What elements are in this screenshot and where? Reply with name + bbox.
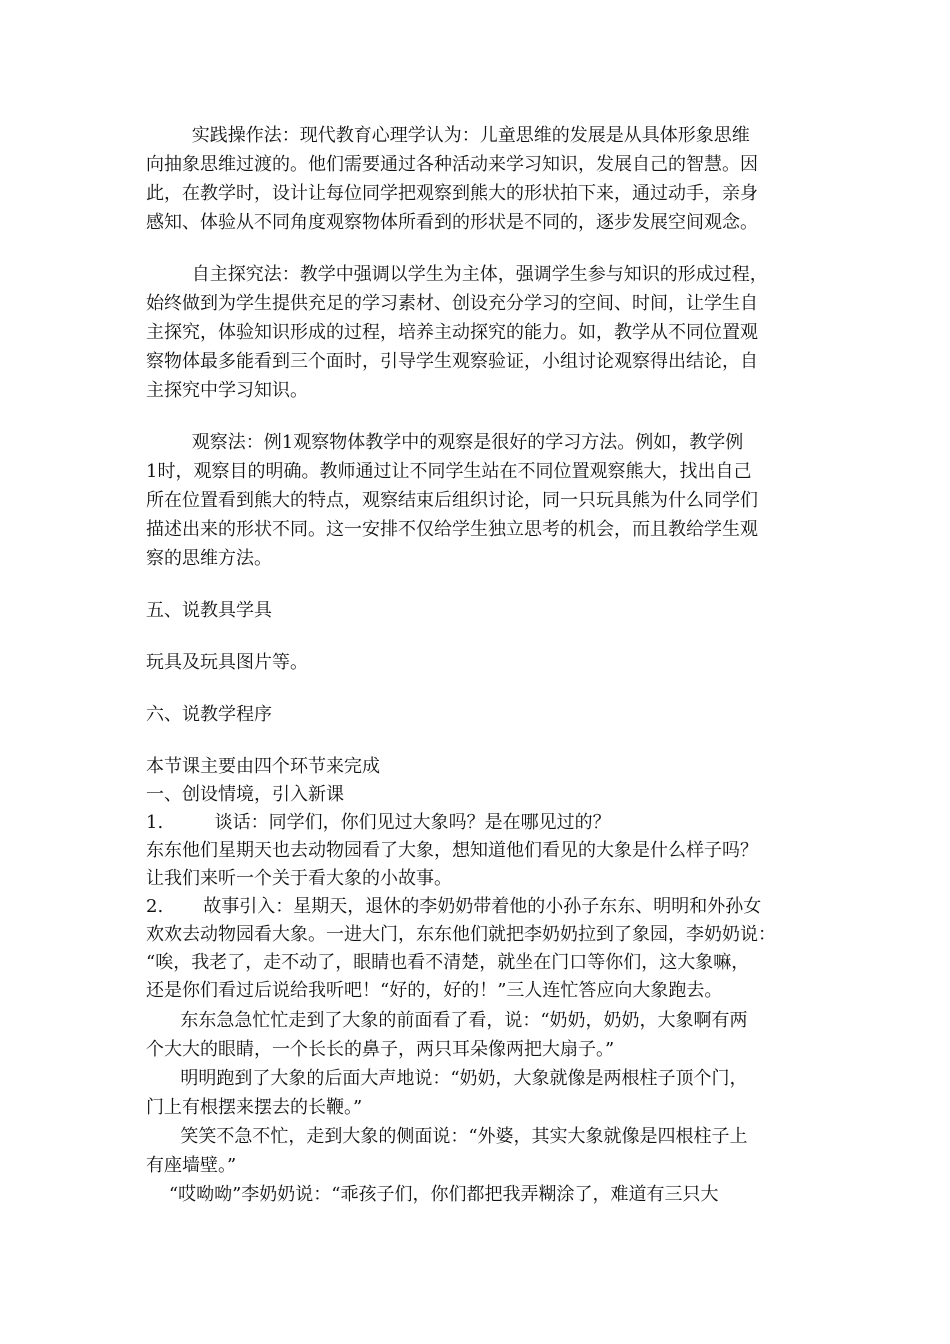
text-line: 察的思维方法。 xyxy=(146,548,272,569)
text-line: 感知、体验从不同角度观察物体所看到的形状是不同的，逐步发展空间观念。 xyxy=(146,212,758,233)
text-line: 笑笑不急不忙，走到大象的侧面说：“外婆，其实大象就像是四根柱子上 xyxy=(146,1126,748,1147)
text-line: 欢欢去动物园看大象。一进大门，东东他们就把李奶奶拉到了象园，李奶奶说： xyxy=(146,924,776,945)
text-line: 主探究中学习知识。 xyxy=(146,380,308,401)
text-line: “哎呦呦”李奶奶说：“乖孩子们，你们都把我弄糊涂了，难道有三只大 xyxy=(146,1184,719,1205)
text-line: “唉，我老了，走不动了，眼睛也看不清楚，就坐在门口等你们，这大象嘛， xyxy=(146,952,750,973)
text-line: 还是你们看过后说给我听吧！“好的，好的！”三人连忙答应向大象跑去。 xyxy=(146,980,723,1001)
text-line: 观察法：例1观察物体教学中的观察是很好的学习方法。例如，教学例 xyxy=(146,432,744,453)
text-line: 1时，观察目的明确。教师通过让不同学生站在不同位置观察熊大，找出自己 xyxy=(146,461,752,482)
section-heading: 六、说教学程序 xyxy=(146,704,272,725)
text-line: 有座墙壁。” xyxy=(146,1155,237,1176)
text-line: 1. 谈话：同学们，你们见过大象吗？是在哪见过的？ xyxy=(146,812,611,833)
text-line: 东东急急忙忙走到了大象的前面看了看，说：“奶奶，奶奶，大象啊有两 xyxy=(146,1010,748,1031)
text-line: 玩具及玩具图片等。 xyxy=(146,652,308,673)
text-line: 自主探究法：教学中强调以学生为主体，强调学生参与知识的形成过程， xyxy=(146,264,768,285)
text-line: 门上有根摆来摆去的长鞭。” xyxy=(146,1097,363,1118)
text-line: 让我们来听一个关于看大象的小故事。 xyxy=(146,868,452,889)
text-line: 个大大的眼睛，一个长长的鼻子，两只耳朵像两把大扇子。” xyxy=(146,1039,615,1060)
text-line: 实践操作法：现代教育心理学认为：儿童思维的发展是从具体形象思维 xyxy=(146,125,750,146)
text-line: 察物体最多能看到三个面时，引导学生观察验证，小组讨论观察得出结论，自 xyxy=(146,351,758,372)
text-line: 2. 故事引入：星期天，退休的李奶奶带着他的小孙子东东、明明和外孙女 xyxy=(146,896,762,917)
text-line: 描述出来的形状不同。这一安排不仅给学生独立思考的机会，而且教给学生观 xyxy=(146,519,758,540)
subsection-heading: 一、创设情境，引入新课 xyxy=(146,784,344,805)
text-line: 向抽象思维过渡的。他们需要通过各种活动来学习知识，发展自己的智慧。因 xyxy=(146,154,758,175)
text-line: 所在位置看到熊大的特点，观察结束后组织讨论，同一只玩具熊为什么同学们 xyxy=(146,490,758,511)
text-line: 此，在教学时，设计让每位同学把观察到熊大的形状拍下来，通过动手，亲身 xyxy=(146,183,758,204)
text-line: 主探究，体验知识形成的过程，培养主动探究的能力。如，教学从不同位置观 xyxy=(146,322,758,343)
text-line: 明明跑到了大象的后面大声地说：“奶奶，大象就像是两根柱子顶个门， xyxy=(146,1068,748,1089)
text-line: 始终做到为学生提供充足的学习素材、创设充分学习的空间、时间，让学生自 xyxy=(146,293,758,314)
section-heading: 五、说教具学具 xyxy=(146,600,272,621)
text-line: 东东他们星期天也去动物园看了大象，想知道他们看见的大象是什么样子吗？ xyxy=(146,840,758,861)
text-line: 本节课主要由四个环节来完成 xyxy=(146,756,380,777)
